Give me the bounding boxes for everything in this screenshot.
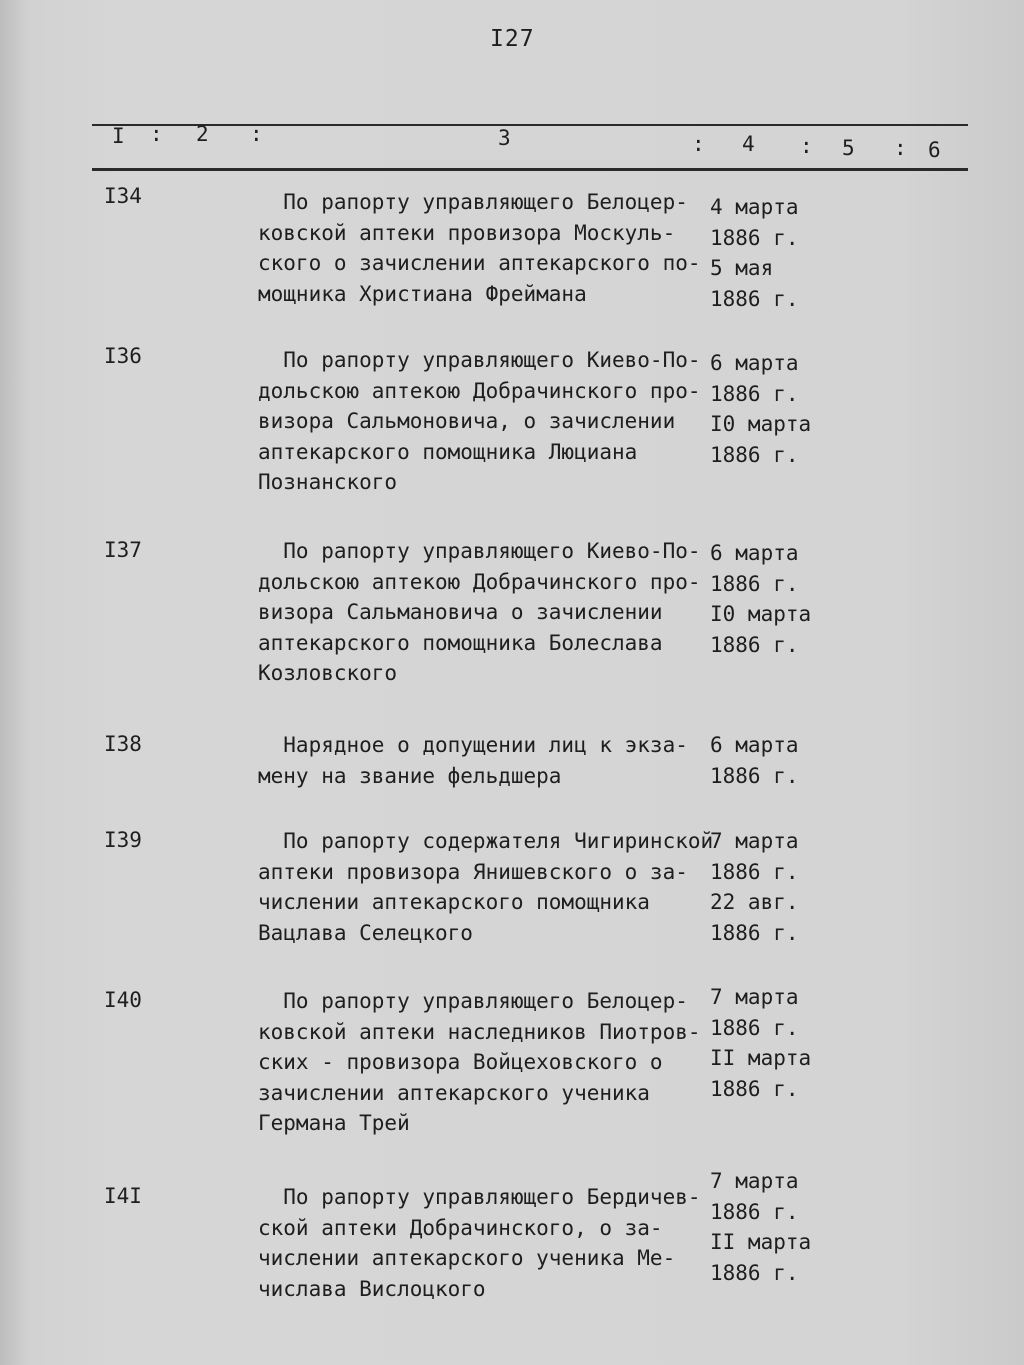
date-line: 5 мая [710, 256, 774, 280]
description-line: ских - провизора Войцеховского о [258, 1050, 663, 1074]
column-header-4: 4 [742, 132, 755, 156]
column-separator: : [894, 136, 907, 160]
date-line: 1886 г. [710, 1260, 799, 1285]
date-line: II марта [710, 1230, 812, 1254]
date-line: 1886 г. [710, 920, 799, 945]
description-line: По рапорту управляющего Бердичев- [258, 1185, 701, 1209]
description-line: визора Сальмановича о зачислении [258, 600, 663, 624]
description-line: визора Сальмоновича, о зачислении [258, 409, 676, 433]
description-line: По рапорту управляющего Киево-По- [258, 348, 701, 372]
description-line: мощника Христиана Фреймана [258, 281, 587, 306]
entry-dates [710, 538, 820, 660]
date-line: 1886 г. [710, 763, 799, 788]
description-line: Познанского [258, 470, 398, 494]
entry-number: I34 [104, 184, 142, 208]
date-line: 1886 г. [710, 632, 799, 657]
description-line: дольскою аптекою Добрачинского про- [258, 378, 701, 403]
description-line: аптекарского помощника Болеслава [258, 630, 663, 655]
entry-description [258, 1182, 718, 1304]
date-line: I0 марта [710, 412, 812, 436]
entry-number: I4I [104, 1184, 142, 1208]
date-line: I0 марта [710, 602, 812, 626]
entry-number: I39 [104, 828, 142, 852]
entry-dates [710, 982, 820, 1104]
entry-number: I38 [104, 732, 142, 756]
date-line: 7 марта [710, 1169, 799, 1193]
header-bottom-rule [92, 168, 968, 171]
description-line: числении аптекарского помощника [258, 890, 650, 914]
description-line: Германа Трей [258, 1111, 410, 1135]
description-line: Козловского [258, 661, 398, 685]
date-line: 1886 г. [710, 1199, 799, 1224]
description-line: дольскою аптекою Добрачинского про- [258, 569, 701, 594]
entry-description [258, 345, 718, 498]
date-line: 1886 г. [710, 286, 799, 311]
date-line: 6 марта [710, 351, 799, 375]
column-header-2: 2 [196, 122, 209, 146]
entry-dates [710, 192, 820, 314]
entry-description [258, 730, 718, 791]
entry-dates [710, 730, 820, 791]
column-header-5: 5 [842, 136, 855, 160]
page-number: I27 [490, 26, 535, 52]
date-line: II марта [710, 1046, 812, 1070]
description-line: Нарядное о допущении лиц к экза- [258, 733, 688, 757]
header-top-rule [92, 124, 968, 126]
entry-number: I40 [104, 988, 142, 1012]
description-line: зачислении аптекарского ученика [258, 1080, 650, 1105]
description-line: По рапорту содержателя Чигиринской [258, 829, 714, 853]
column-separator: : [692, 132, 705, 156]
description-line: По рапорту управляющего Белоцер- [258, 190, 688, 214]
description-line: ского о зачислении аптекарского по- [258, 251, 701, 275]
column-separator: : [250, 122, 263, 146]
description-line: Вацлава Селецкого [258, 920, 473, 945]
entry-description [258, 826, 718, 948]
description-line: числава Вислоцкого [258, 1276, 486, 1301]
date-line: 6 марта [710, 733, 799, 757]
column-header-1: I [112, 124, 125, 148]
date-line: 1886 г. [710, 381, 799, 406]
description-line: мену на звание фельдшера [258, 763, 562, 788]
description-line: ской аптеки Добрачинского, о за- [258, 1215, 663, 1240]
column-header-3: 3 [498, 126, 511, 150]
entry-description [258, 986, 718, 1139]
column-header-6: 6 [928, 138, 941, 162]
date-line: 7 марта [710, 985, 799, 1009]
date-line: 6 марта [710, 541, 799, 565]
description-line: числении аптекарского ученика Ме- [258, 1246, 676, 1270]
column-separator: : [150, 122, 163, 146]
description-line: аптекарского помощника Люциана [258, 439, 638, 464]
entry-number: I37 [104, 538, 142, 562]
description-line: ковской аптеки провизора Москуль- [258, 220, 676, 245]
column-separator: : [800, 134, 813, 158]
description-line: ковской аптеки наследников Пиотров- [258, 1019, 701, 1044]
date-line: 1886 г. [710, 859, 799, 884]
date-line: 1886 г. [710, 225, 799, 250]
description-line: По рапорту управляющего Белоцер- [258, 989, 688, 1013]
date-line: 4 марта [710, 195, 799, 219]
entry-description [258, 187, 718, 309]
date-line: 1886 г. [710, 1076, 799, 1101]
entry-dates [710, 826, 820, 948]
date-line: 1886 г. [710, 1015, 799, 1040]
entry-number: I36 [104, 344, 142, 368]
date-line: 1886 г. [710, 442, 799, 467]
entry-description [258, 536, 718, 689]
description-line: По рапорту управляющего Киево-По- [258, 539, 701, 563]
date-line: 22 авг. [710, 890, 799, 914]
entry-dates [710, 348, 820, 470]
entry-dates [710, 1166, 820, 1288]
date-line: 1886 г. [710, 571, 799, 596]
description-line: аптеки провизора Янишевского о за- [258, 859, 688, 884]
date-line: 7 марта [710, 829, 799, 853]
